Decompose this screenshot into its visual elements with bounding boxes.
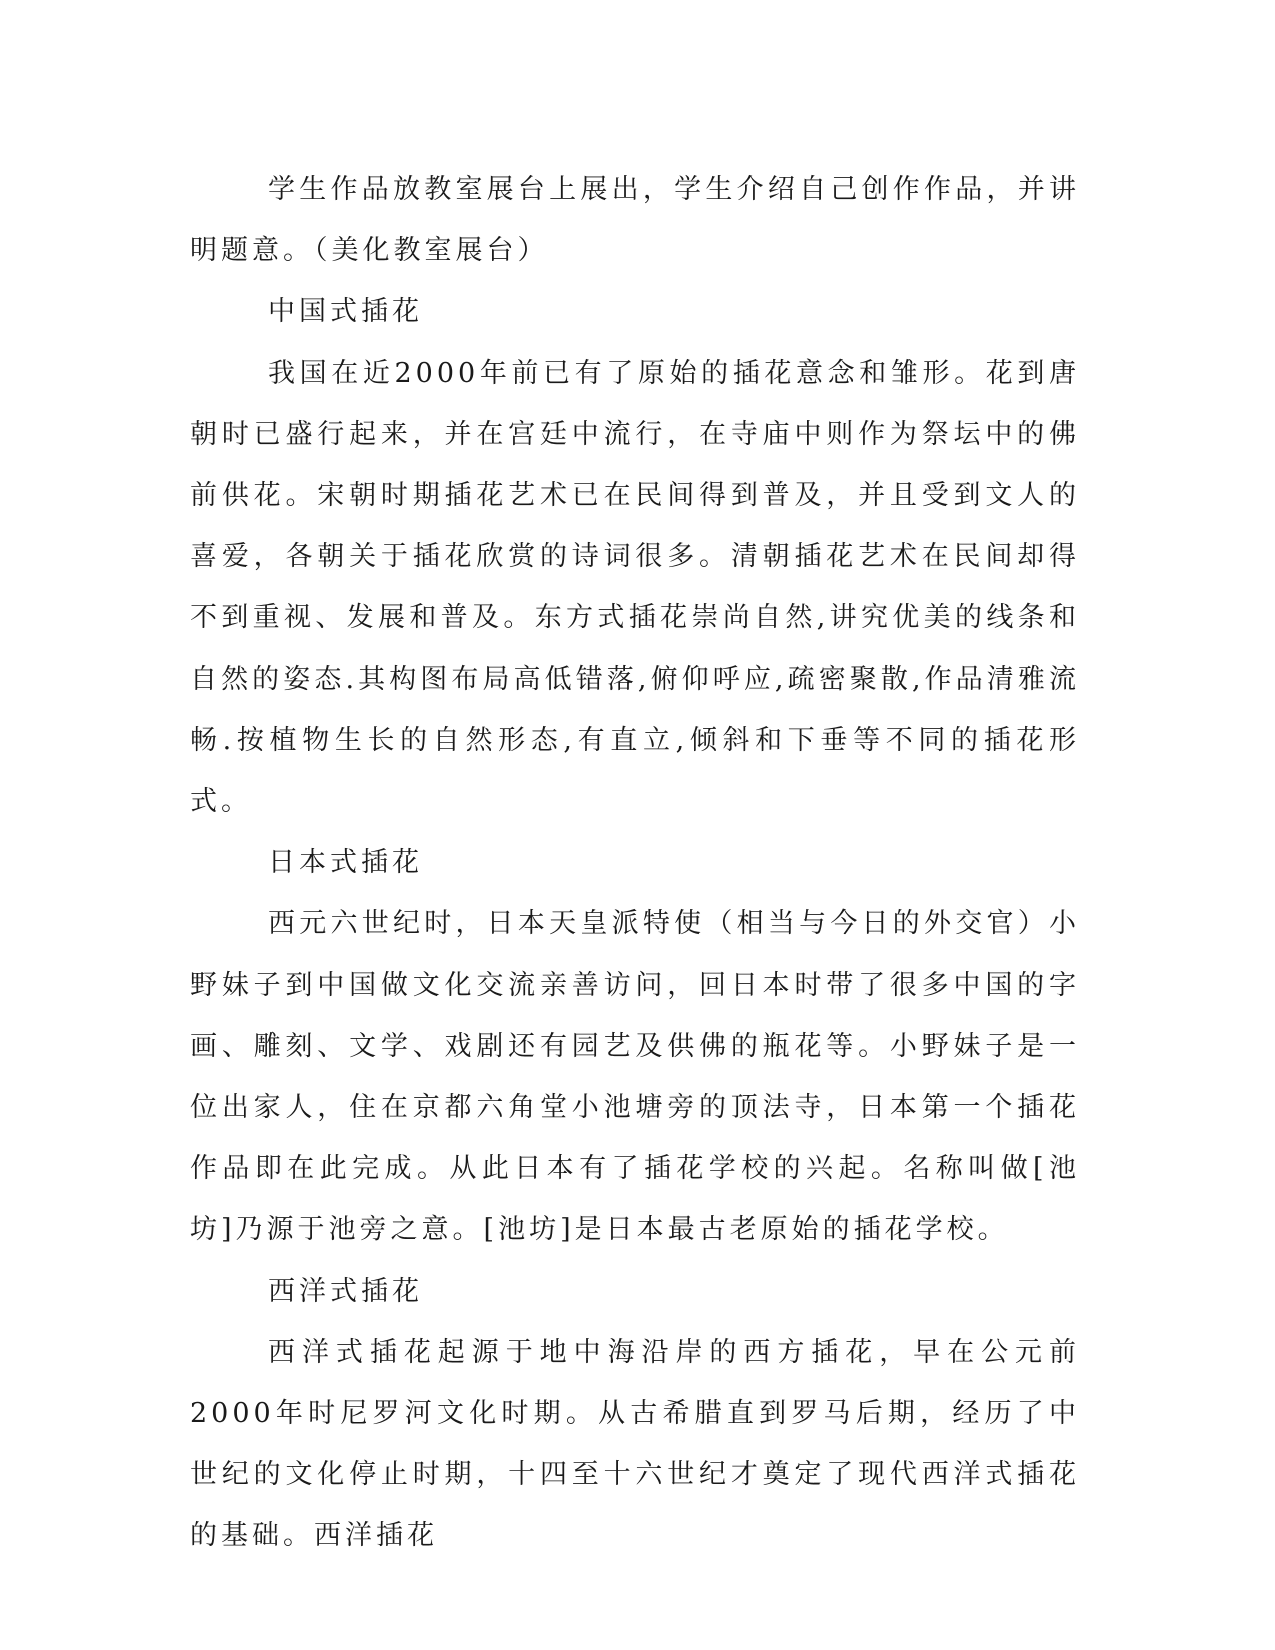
paragraph-student-work: 学生作品放教室展台上展出，学生介绍自己创作作品，并讲明题意。（美化教室展台）: [190, 174, 1080, 267]
document-body: [190, 159, 1080, 1567]
heading-japanese-ikebana: 日本式插花: [268, 847, 423, 879]
paragraph-japanese-ikebana: 西元六世纪时，日本天皇派特使（相当与今日的外交官）小野妹子到中国做文化交流亲善访问，回日本时带了很多中国的字画、雕刻、文学、戏剧还有园艺及供佛的瓶花等。小野妹子是一位出家人，住在京都六角堂小池塘旁的顶法寺，日本第一个插花作品即在此完成。从此日本有了插花学校的兴起。名称叫做[池坊]乃源于池旁之意。[池坊]是日本最古老原始的插花学校。: [190, 908, 1080, 1246]
heading-western-ikebana: 西洋式插花: [268, 1275, 423, 1307]
paragraph-western-ikebana: 西洋式插花起源于地中海沿岸的西方插花，早在公元前2000年时尼罗河文化时期。从古希腊直到罗马后期，经历了中世纪的文化停止时期，十四至十六世纪才奠定了现代西洋式插花的基础。西洋插花: [190, 1336, 1080, 1552]
heading-chinese-ikebana: 中国式插花: [268, 296, 423, 328]
paragraph-chinese-ikebana: 我国在近2000年前已有了原始的插花意念和雏形。花到唐朝时已盛行起来，并在宫廷中流行，在寺庙中则作为祭坛中的佛前供花。宋朝时期插花艺术已在民间得到普及，并且受到文人的喜爱，各朝关于插花欣赏的诗词很多。清朝插花艺术在民间却得不到重视、发展和普及。东方式插花崇尚自然,讲究优美的线条和自然的姿态.其构图布局高低错落,俯仰呼应,疏密聚散,作品清雅流畅.按植物生长的自然形态,有直立,倾斜和下垂等不同的插花形式。: [190, 357, 1080, 818]
